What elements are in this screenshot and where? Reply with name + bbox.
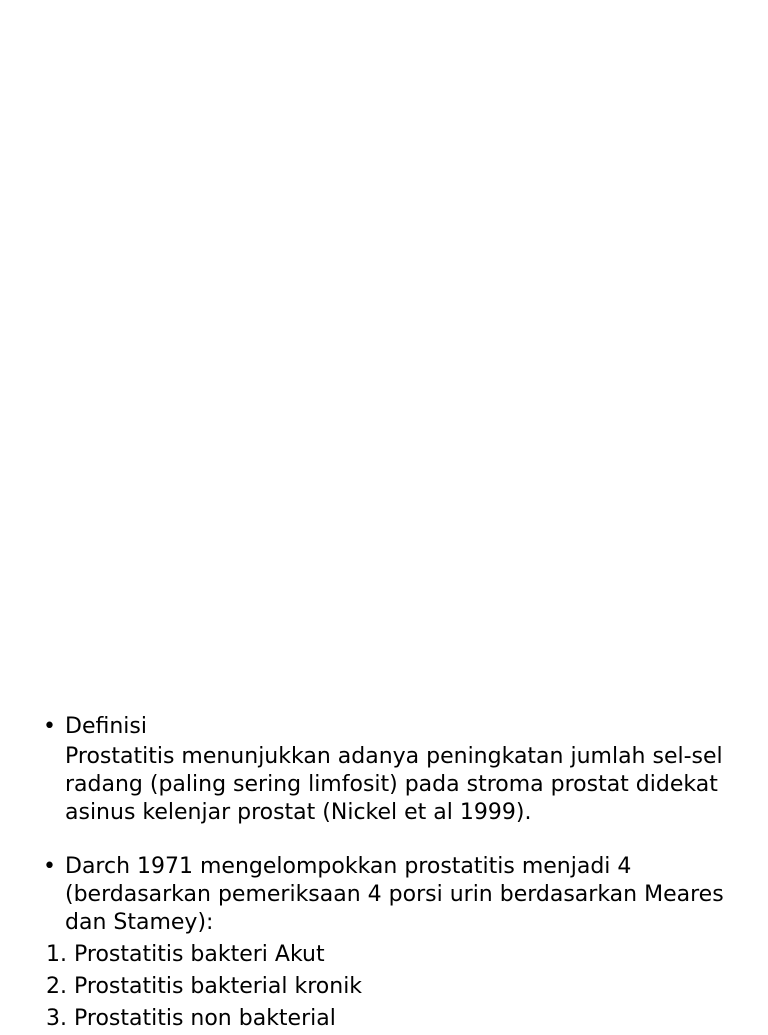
classification-bullet [0, 853, 768, 937]
list-item-number: 3. [46, 1006, 67, 1031]
bullet-dot-icon: • [43, 714, 56, 739]
definition-title: Definisi [65, 714, 147, 739]
list-item [0, 1003, 768, 1035]
definition-text: Prostatitis menunjukkan adanya peningkatan jumlah sel-sel radang (paling sering limfosit) pada stroma prostat didekat asinus kelenjar prostat (Nickel et al 1999). [65, 744, 723, 825]
bullet-dot-icon: • [43, 854, 56, 879]
list-item-number: 1. [46, 942, 67, 967]
list-item [0, 971, 768, 1003]
list-item-label: Prostatitis bakterial kronik [74, 974, 363, 999]
definition-bullet [0, 713, 768, 741]
list-item-label: Prostatitis non bakterial [74, 1006, 336, 1031]
list-item-number: 2. [46, 974, 67, 999]
list-item-label: Prostatitis bakteri Akut [74, 942, 325, 967]
list-item [0, 939, 768, 971]
classification-intro: Darch 1971 mengelompokkan prostatitis menjadi 4 (berdasarkan pemeriksaan 4 porsi urin berdasarkan Meares dan Stamey): [65, 854, 724, 935]
section-spacer [0, 827, 768, 853]
slide-text-body [0, 713, 768, 1035]
classification-list [0, 939, 768, 1035]
